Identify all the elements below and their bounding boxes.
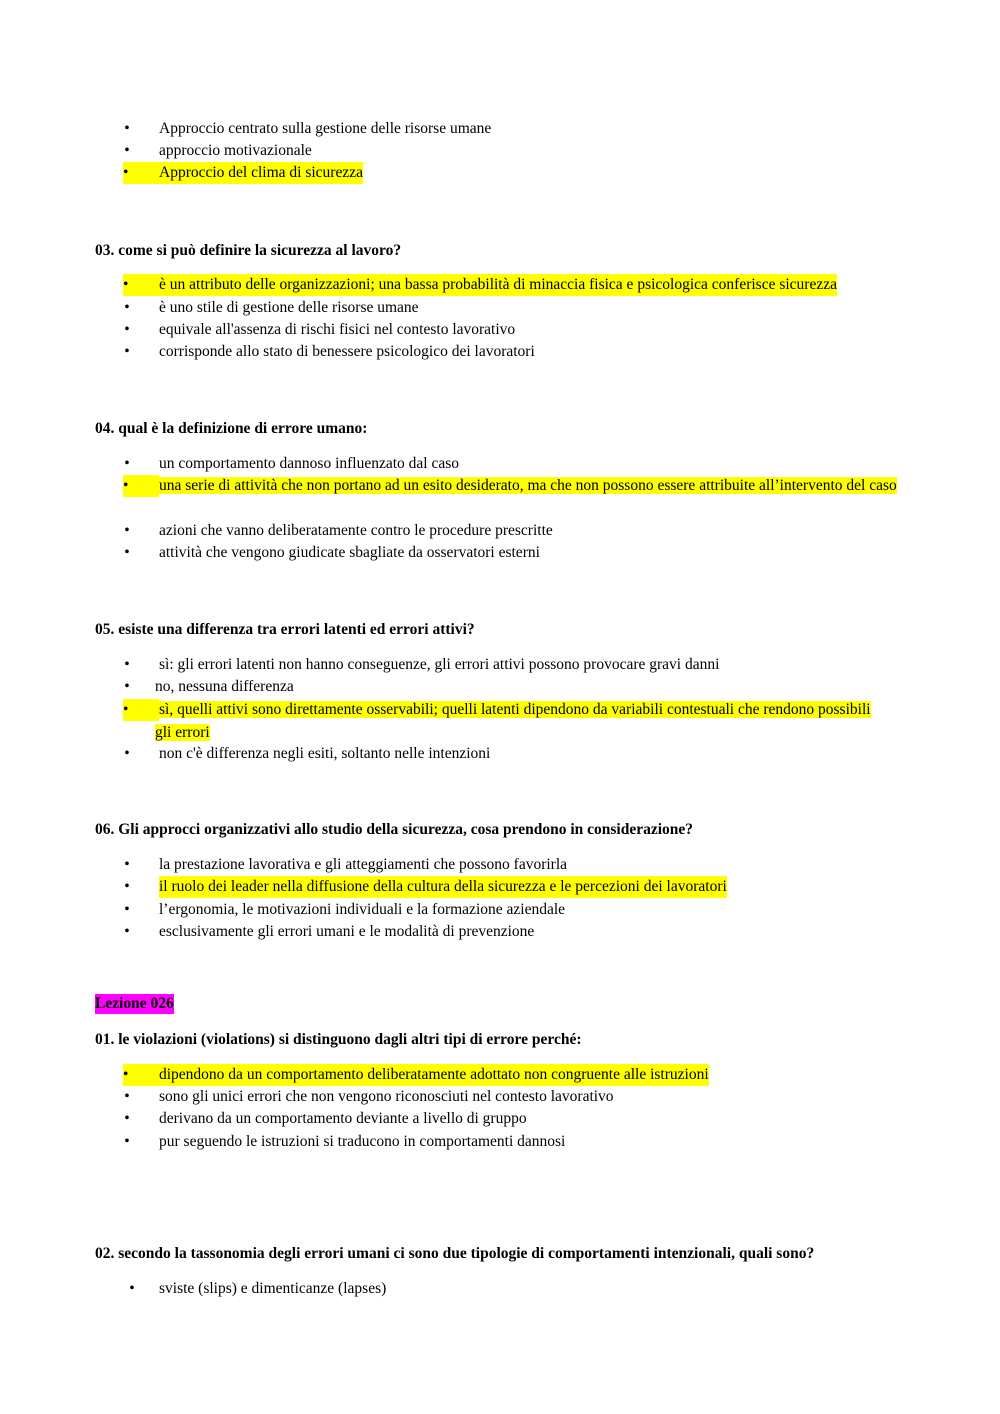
answer-option: approccio motivazionale [159, 142, 312, 159]
bullet: • [123, 1064, 159, 1086]
answer-option-highlighted: dipendono da un comportamento deliberatamente adottato non congruente alle istruzioni [159, 1064, 709, 1086]
bullet: • [124, 299, 130, 316]
bullet: • [124, 678, 130, 695]
answer-option: attività che vengono giudicate sbagliate da osservatori esterni [159, 544, 540, 561]
answer-option: esclusivamente gli errori umani e le modalità di prevenzione [159, 923, 535, 940]
answer-option: un comportamento dannoso influenzato dal caso [159, 455, 460, 472]
answer-option-wrap [155, 475, 915, 498]
answer-option: equivale all'assenza di rischi fisici nel contesto lavorativo [159, 321, 516, 338]
bullet: • [124, 455, 130, 472]
answer-option: sono gli unici errori che non vengono riconosciuti nel contesto lavorativo [159, 1088, 614, 1105]
answer-option-highlighted: il ruolo dei leader nella diffusione della cultura della sicurezza e le percezioni dei lavoratori [159, 876, 727, 898]
bullet: • [124, 901, 130, 918]
answer-option-highlighted: è un attributo delle organizzazioni; una bassa probabilità di minaccia fisica e psicologica conferisce sicurezza [159, 274, 837, 296]
answer-option: Approccio centrato sulla gestione delle risorse umane [159, 120, 492, 137]
question-title: 01. le violazioni (violations) si distinguono dagli altri tipi di errore perché: [95, 1031, 582, 1048]
bullet: • [124, 878, 130, 895]
bullet: • [124, 142, 130, 159]
answer-option: pur seguendo le istruzioni si traducono in comportamenti dannosi [159, 1133, 566, 1150]
answer-option: azioni che vanno deliberatamente contro le procedure prescritte [159, 522, 553, 539]
answer-option-highlighted: Approccio del clima di sicurezza [159, 162, 363, 184]
bullet: • [123, 274, 159, 296]
answer-option: no, nessuna differenza [155, 678, 294, 695]
answer-option: l’ergonomia, le motivazioni individuali e la formazione aziendale [159, 901, 566, 918]
bullet: • [123, 475, 159, 497]
bullet: • [124, 120, 130, 137]
answer-option: derivano da un comportamento deviante a livello di gruppo [159, 1110, 527, 1127]
answer-option-highlighted: sì, quelli attivi sono direttamente osservabili; quelli latenti dipendono da variabili contestuali che rendono possibili gli errori [155, 701, 871, 741]
bullet: • [123, 162, 159, 184]
answer-option: non c'è differenza negli esiti, soltanto nelle intenzioni [159, 745, 491, 762]
answer-option: sviste (slips) e dimenticanze (lapses) [159, 1280, 387, 1297]
answer-option: la prestazione lavorativa e gli atteggiamenti che possono favorirla [159, 856, 568, 873]
question-title: 05. esiste una differenza tra errori latenti ed errori attivi? [95, 621, 475, 638]
answer-option-wrap [155, 699, 885, 744]
bullet: • [123, 699, 159, 721]
bullet: • [124, 1133, 130, 1150]
bullet: • [124, 522, 130, 539]
bullet: • [124, 544, 130, 561]
question-title: 03. come si può definire la sicurezza al lavoro? [95, 242, 402, 259]
bullet: • [129, 1280, 135, 1297]
bullet: • [124, 1088, 130, 1105]
question-title: 02. secondo la tassonomia degli errori umani ci sono due tipologie di comportamenti intenzionali, quali sono? [95, 1245, 815, 1262]
answer-option: sì: gli errori latenti non hanno conseguenze, gli errori attivi possono provocare gravi danni [159, 656, 720, 673]
answer-option-highlighted: una serie di attività che non portano ad un esito desiderato, ma che non possono essere attribuite all’intervento del caso [159, 477, 897, 494]
question-title: 04. qual è la definizione di errore umano: [95, 420, 368, 437]
answer-option: corrisponde allo stato di benessere psicologico dei lavoratori [159, 343, 535, 360]
question-title: 06. Gli approcci organizzativi allo studio della sicurezza, cosa prendono in considerazione? [95, 821, 694, 838]
bullet: • [124, 923, 130, 940]
bullet: • [124, 856, 130, 873]
answer-option: è uno stile di gestione delle risorse umane [159, 299, 419, 316]
bullet: • [124, 745, 130, 762]
bullet: • [124, 321, 130, 338]
bullet: • [124, 343, 130, 360]
bullet: • [124, 1110, 130, 1127]
lesson-heading: Lezione 026 [95, 995, 174, 1012]
bullet: • [124, 656, 130, 673]
